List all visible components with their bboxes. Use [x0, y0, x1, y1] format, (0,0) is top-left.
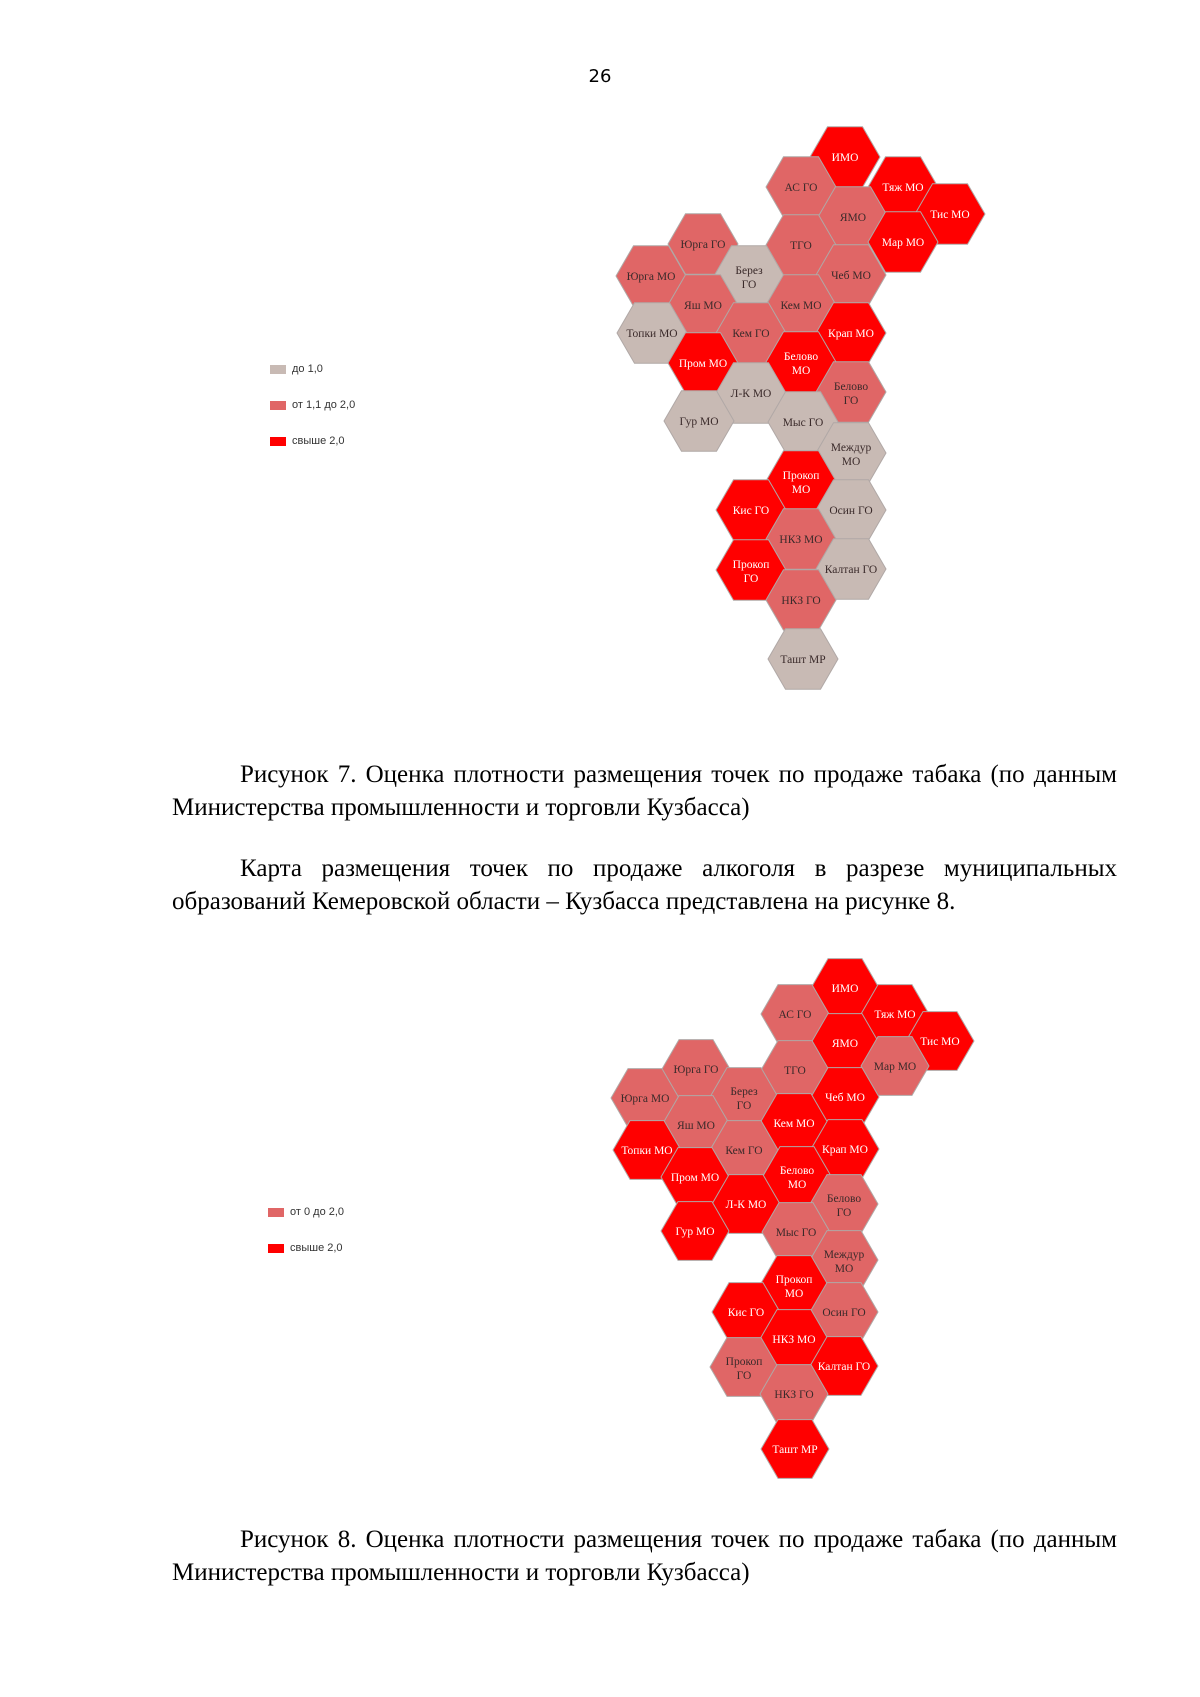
- figure7-region-label: Кис ГО: [732, 505, 770, 517]
- figure8-region-label: Юрга МО: [620, 1093, 670, 1105]
- figure8-region-label: Юрга ГО: [673, 1064, 719, 1076]
- figure8-region-label: АС ГО: [778, 1009, 812, 1021]
- figure7-hex-map: [626, 110, 1080, 710]
- figure8-legend-label: от 0 до 2,0: [290, 1206, 345, 1218]
- figure7-legend-item: [270, 362, 355, 376]
- figure7-legend-swatch: [270, 401, 286, 410]
- figure8-region-label: Кис ГО: [727, 1307, 765, 1319]
- figure7-region-label: Юрга МО: [626, 271, 676, 283]
- figure8-region-label: Кем МО: [773, 1118, 815, 1130]
- figure7-legend-label: свыше 2,0: [292, 435, 345, 447]
- figure7-caption-text: Рисунок 7. Оценка плотности размещения точек по продаже табака (по данным Министерства промышленности и торговли Кузбасса): [172, 761, 1117, 821]
- figure7-region-label: ТГО: [790, 240, 812, 252]
- figure7-legend-item: [270, 434, 355, 448]
- figure8-region-label: Прокоп ГО: [725, 1356, 763, 1382]
- figure8-region-label: Мар МО: [873, 1061, 917, 1073]
- figure8-region-label: ИМО: [831, 983, 859, 995]
- figure8-hex-map: [620, 945, 1080, 1530]
- figure7-legend-item: [270, 398, 355, 412]
- figure7-region-label: Мар МО: [881, 237, 925, 249]
- figure8-region-label: Калтан ГО: [817, 1361, 871, 1373]
- figure7-region-label: Л-К МО: [730, 388, 772, 400]
- figure8-region-tasht-mr: [761, 1420, 829, 1479]
- figure8-region-label: Гур МО: [675, 1226, 715, 1238]
- figure8-region-label: ЯМО: [831, 1038, 859, 1050]
- figure8-region-label: Л-К МО: [725, 1199, 767, 1211]
- page-number: 26: [588, 66, 612, 87]
- figure7-region-label: Прокоп МО: [782, 470, 820, 496]
- figure7-region-label: Чеб МО: [831, 270, 871, 282]
- figure8-region-label: Берез ГО: [730, 1086, 758, 1112]
- body-paragraph-text: Карта размещения точек по продаже алкоголя в разрезе муниципальных образований Кемеровской области – Кузбасса представлена на рисунке 8.: [172, 855, 1117, 915]
- figure7-legend-swatch: [270, 365, 286, 374]
- figure8-region-label: ТГО: [784, 1065, 806, 1077]
- figure7-region-label: ЯМО: [839, 212, 867, 224]
- figure7-legend-label: до 1,0: [292, 363, 323, 375]
- figure7-region-label: Прокоп ГО: [732, 559, 770, 585]
- figure8-legend: [268, 1205, 344, 1277]
- figure8-region-label: Пром МО: [670, 1172, 720, 1184]
- figure7-region-label: Белово МО: [783, 351, 819, 377]
- figure7-region-label: Гур МО: [679, 416, 719, 428]
- figure8-legend-swatch: [268, 1208, 284, 1217]
- figure8-legend-swatch: [268, 1244, 284, 1253]
- figure7-region-label: Яш МО: [684, 300, 722, 312]
- figure7-region-label: Топки МО: [626, 328, 678, 340]
- figure8-region-label: НКЗ ГО: [774, 1389, 814, 1401]
- figure8-region-label: Крап МО: [822, 1144, 868, 1156]
- figure8-region-label: Топки МО: [621, 1145, 673, 1157]
- figure7-region-label: Пром МО: [678, 358, 728, 370]
- figure8-region-label: НКЗ МО: [772, 1334, 816, 1346]
- figure7-region-label: АС ГО: [784, 182, 818, 194]
- figure8-region-label: Прокоп МО: [775, 1274, 813, 1300]
- figure8-region-label: Ташт МР: [772, 1444, 818, 1456]
- figure8-legend-item: [268, 1241, 344, 1255]
- figure7-region-label: Тис МО: [930, 209, 970, 221]
- figure8-caption: [172, 1523, 1117, 1589]
- figure7-region-label: Белово ГО: [833, 381, 869, 407]
- figure7-region-label: Ташт МР: [780, 654, 826, 666]
- figure8-region-label: Белово ГО: [826, 1193, 862, 1219]
- figure8-region-label: Яш МО: [677, 1120, 715, 1132]
- figure7-region-label: Мыс ГО: [782, 417, 824, 429]
- figure7-region-label: Берез ГО: [735, 265, 763, 291]
- body-paragraph: [172, 852, 1117, 918]
- figure8-region-label: Междур МО: [823, 1249, 865, 1275]
- figure8-legend-item: [268, 1205, 344, 1219]
- figure8-region-label: Мыс ГО: [775, 1227, 817, 1239]
- figure7-caption: [172, 758, 1117, 824]
- figure8-region-label: Осин ГО: [822, 1307, 866, 1319]
- figure7-region-label: Тяж МО: [882, 182, 924, 194]
- figure7-region-label: Междур МО: [830, 442, 872, 468]
- figure8-region-label: Тяж МО: [874, 1009, 916, 1021]
- figure7-legend-label: от 1,1 до 2,0: [292, 399, 356, 411]
- figure8-region-label: Белово МО: [779, 1165, 815, 1191]
- figure8-region-label: Чеб МО: [825, 1092, 865, 1104]
- figure7-legend: [270, 362, 355, 470]
- figure8-region-label: Кем ГО: [725, 1145, 763, 1157]
- figure8-region-label: Тис МО: [920, 1036, 960, 1048]
- figure7-region-label: Осин ГО: [829, 505, 873, 517]
- figure7-legend-swatch: [270, 437, 286, 446]
- figure7-region-label: Калтан ГО: [824, 564, 878, 576]
- figure7-region-label: Крап МО: [828, 328, 874, 340]
- figure7-region-label: ИМО: [831, 152, 859, 164]
- figure7-region-label: Юрга ГО: [680, 239, 726, 251]
- figure8-caption-text: Рисунок 8. Оценка плотности размещения точек по продаже табака (по данным Министерства промышленности и торговли Кузбасса): [172, 1526, 1117, 1586]
- figure7-region-label: Кем ГО: [732, 328, 770, 340]
- figure7-region-label: Кем МО: [780, 300, 822, 312]
- figure7-region-label: НКЗ ГО: [781, 595, 821, 607]
- figure7-region-tasht-mr: [768, 629, 838, 690]
- figure7-region-label: НКЗ МО: [779, 534, 823, 546]
- figure8-legend-label: свыше 2,0: [290, 1242, 343, 1254]
